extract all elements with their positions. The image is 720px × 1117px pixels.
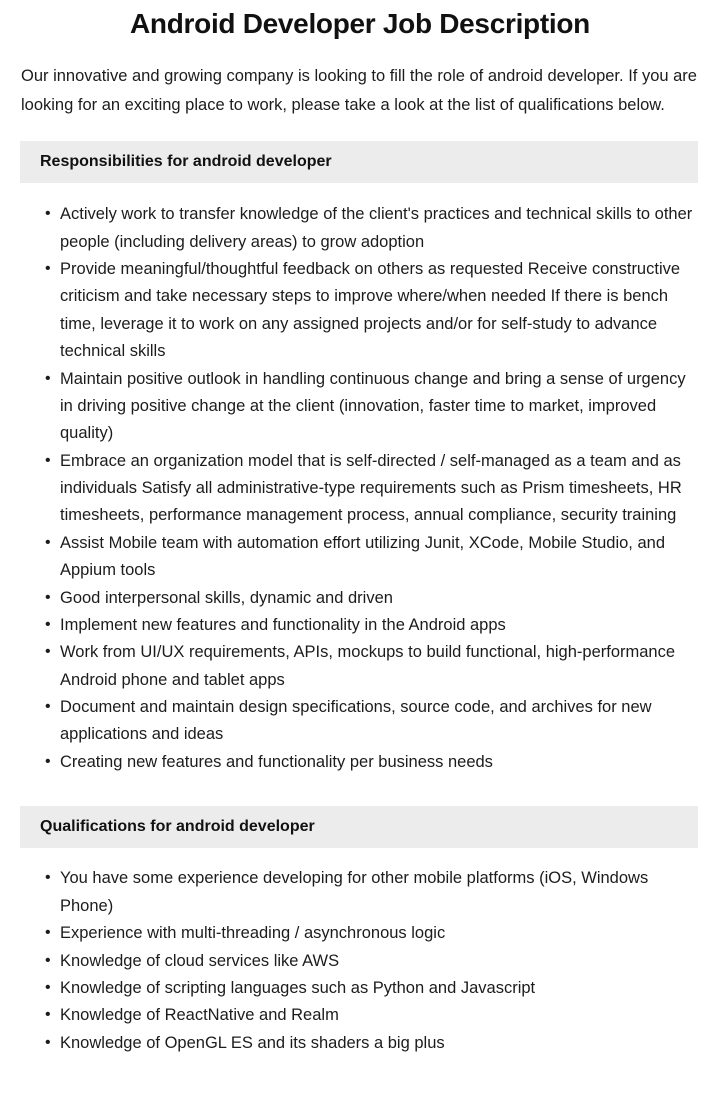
- list-item-text: • Knowledge of scripting languages such as Python and Javascript: [60, 978, 536, 997]
- page-title: Android Developer Job Description: [130, 8, 590, 39]
- list-item: [20, 585, 698, 612]
- list-item: [20, 1030, 698, 1057]
- list-item: [20, 920, 698, 947]
- list-item: [20, 256, 698, 366]
- list-item-text: • Maintain positive outlook in handling continuous change and bring a sense of urgency in driving positive change at the client (innovation, faster time to market, improved quality): [60, 369, 686, 443]
- list-item-text: • Provide meaningful/thoughtful feedback on others as requested Receive constructive criticism and take necessary steps to improve where/when needed If there is bench time, leverage it to work on any assigned projects and/or for self-study to advance technical skills: [60, 260, 681, 361]
- list-item: [20, 201, 698, 256]
- list-item: [20, 1002, 698, 1029]
- section-responsibilities: [0, 141, 720, 776]
- list-item-text: • Embrace an organization model that is self-directed / self-managed as a team and as individuals Satisfy all administrative-type requirements such as Prism timesheets, HR timesheets, performance management process, annual compliance, security training: [60, 451, 682, 525]
- list-item: [20, 948, 698, 975]
- list-item: [20, 530, 698, 585]
- list-item-text: • Good interpersonal skills, dynamic and driven: [60, 588, 393, 607]
- list-item-text: • Implement new features and functionality in the Android apps: [60, 615, 506, 634]
- list-item-text: • Work from UI/UX requirements, APIs, mockups to build functional, high-performance Android phone and tablet apps: [60, 643, 676, 689]
- section-heading-responsibilities: Responsibilities for android developer: [20, 141, 698, 183]
- list-item: [20, 639, 698, 694]
- list-item-text: • You have some experience developing for other mobile platforms (iOS, Windows Phone): [60, 869, 649, 915]
- responsibilities-list: [20, 201, 698, 776]
- intro-paragraph: Our innovative and growing company is looking to fill the role of android developer. If you are looking for an exciting place to work, please take a look at the list of qualifications below.: [21, 67, 697, 114]
- list-item-text: • Knowledge of OpenGL ES and its shaders a big plus: [60, 1033, 445, 1052]
- list-item-text: • Experience with multi-threading / asynchronous logic: [60, 924, 446, 943]
- section-heading-qualifications: Qualifications for android developer: [20, 806, 698, 848]
- list-item: [20, 612, 698, 639]
- list-item: [20, 366, 698, 448]
- section-qualifications: [0, 806, 720, 1057]
- qualifications-list: [20, 865, 698, 1057]
- list-item-text: • Knowledge of cloud services like AWS: [60, 951, 340, 970]
- job-description-page: [0, 6, 720, 1117]
- list-item: [20, 448, 698, 530]
- list-item: [20, 865, 698, 920]
- list-item-text: • Knowledge of ReactNative and Realm: [60, 1006, 339, 1025]
- list-item-text: • Assist Mobile team with automation effort utilizing Junit, XCode, Mobile Studio, and Appium tools: [60, 533, 666, 580]
- list-item: [20, 749, 698, 776]
- list-item-text: • Actively work to transfer knowledge of the client's practices and technical skills to other people (including delivery areas) to grow adoption: [60, 205, 693, 251]
- list-item: [20, 694, 698, 749]
- list-item: [20, 975, 698, 1002]
- list-item-text: • Creating new features and functionality per business needs: [60, 752, 493, 771]
- list-item-text: • Document and maintain design specifications, source code, and archives for new applications and ideas: [60, 698, 652, 744]
